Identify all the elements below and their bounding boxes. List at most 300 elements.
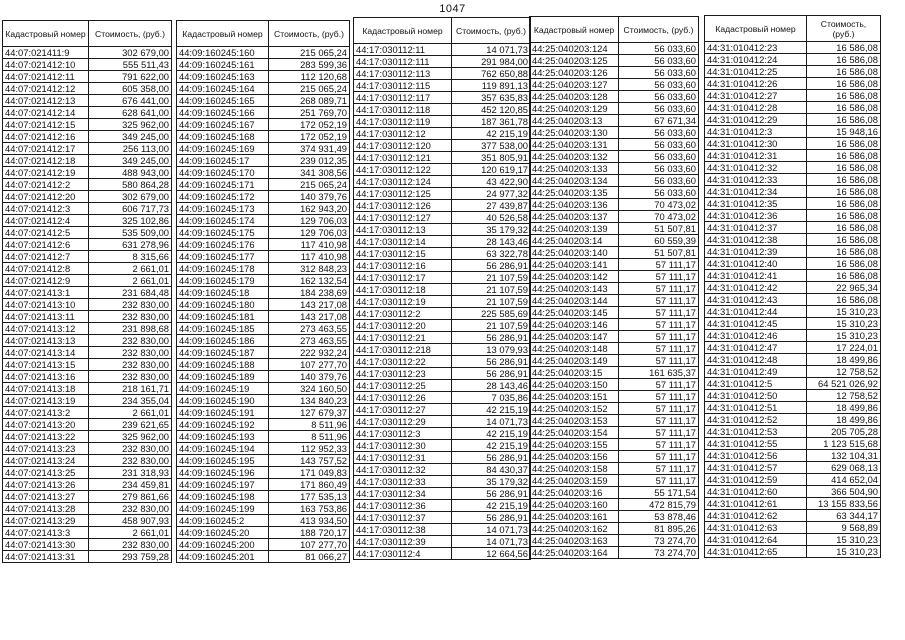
header-cadastral-number: Кадастровый номер <box>705 16 807 42</box>
cadastral-number-cell: 44:25:040203:125 <box>530 55 619 67</box>
cost-cell: 57 111,17 <box>619 475 699 487</box>
header-cost: Стоимость, (руб.) <box>619 17 699 43</box>
cadastral-table-2 <box>176 20 350 563</box>
table-row <box>177 515 350 527</box>
cost-cell: 232 830,00 <box>89 311 172 323</box>
cost-cell: 606 717,73 <box>89 203 172 215</box>
cadastral-number-cell: 44:09:160245:178 <box>177 263 269 275</box>
cadastral-number-cell: 44:17:030112:18 <box>354 284 452 296</box>
cadastral-number-cell: 44:31:010412:64 <box>705 534 807 546</box>
table-row <box>705 198 881 210</box>
cost-cell: 56 033,60 <box>619 139 699 151</box>
cadastral-number-cell: 44:07:021412:9 <box>3 275 89 287</box>
table-row <box>705 78 881 90</box>
cost-cell: 57 111,17 <box>619 307 699 319</box>
cadastral-number-cell: 44:31:010412:48 <box>705 354 807 366</box>
cadastral-number-cell: 44:09:160245:167 <box>177 119 269 131</box>
cost-cell: 239 621,65 <box>89 419 172 431</box>
table-row <box>354 176 531 188</box>
table-row <box>530 283 699 295</box>
cost-cell: 67 671,34 <box>619 115 699 127</box>
cadastral-number-cell: 44:25:040203:129 <box>530 103 619 115</box>
table-row <box>705 126 881 138</box>
cost-cell: 163 753,86 <box>269 503 350 515</box>
cost-cell: 143 757,52 <box>269 455 350 467</box>
table-row <box>3 59 172 71</box>
table-row <box>530 463 699 475</box>
cadastral-number-cell: 44:25:040203:160 <box>530 499 619 511</box>
cost-cell: 42 215,19 <box>452 440 531 452</box>
table-row <box>530 523 699 535</box>
cadastral-number-cell: 44:31:010412:39 <box>705 246 807 258</box>
cadastral-number-cell: 44:09:160245:188 <box>177 359 269 371</box>
table-row <box>177 347 350 359</box>
cost-cell: 16 586,08 <box>807 294 881 306</box>
cadastral-number-cell: 44:09:160245:17 <box>177 155 269 167</box>
cost-cell: 7 035,86 <box>452 392 531 404</box>
table-row <box>705 474 881 486</box>
table-row <box>530 211 699 223</box>
cost-cell: 56 033,60 <box>619 103 699 115</box>
table-row <box>354 464 531 476</box>
table-row <box>3 359 172 371</box>
table-row <box>3 431 172 443</box>
cost-cell: 283 599,36 <box>269 59 350 71</box>
cost-cell: 232 830,00 <box>89 299 172 311</box>
cadastral-number-cell: 44:31:010412:29 <box>705 114 807 126</box>
table-row <box>3 275 172 287</box>
cost-cell: 231 318,93 <box>89 467 172 479</box>
cadastral-number-cell: 44:09:160245:161 <box>177 59 269 71</box>
table-row <box>3 467 172 479</box>
cadastral-number-cell: 44:25:040203:142 <box>530 271 619 283</box>
cost-cell: 117 410,98 <box>269 251 350 263</box>
table-row <box>354 344 531 356</box>
cost-cell: 232 830,00 <box>89 455 172 467</box>
table-row <box>177 107 350 119</box>
cost-cell: 205 705,28 <box>807 426 881 438</box>
cost-cell: 56 286,91 <box>452 260 531 272</box>
cadastral-number-cell: 44:07:021411:9 <box>3 47 89 59</box>
table-row <box>530 163 699 175</box>
cost-cell: 357 635,83 <box>452 92 531 104</box>
table-row <box>530 367 699 379</box>
table-row <box>3 551 172 563</box>
cost-cell: 8 315,66 <box>89 251 172 263</box>
cadastral-number-cell: 44:17:030112:19 <box>354 296 452 308</box>
table-row <box>530 115 699 127</box>
cadastral-number-cell: 44:31:010412:43 <box>705 294 807 306</box>
cadastral-number-cell: 44:25:040203:150 <box>530 379 619 391</box>
cadastral-number-cell: 44:31:010412:42 <box>705 282 807 294</box>
cost-cell: 35 179,32 <box>452 224 531 236</box>
cost-cell: 21 107,59 <box>452 284 531 296</box>
cadastral-number-cell: 44:31:010412:33 <box>705 174 807 186</box>
cadastral-number-cell: 44:09:160245:198 <box>177 491 269 503</box>
table-row <box>3 131 172 143</box>
table-row <box>3 371 172 383</box>
cadastral-number-cell: 44:17:030112:127 <box>354 212 452 224</box>
cost-cell: 51 507,81 <box>619 223 699 235</box>
cadastral-number-cell: 44:25:040203:145 <box>530 307 619 319</box>
table-row <box>705 174 881 186</box>
cadastral-number-cell: 44:17:030112:37 <box>354 512 452 524</box>
cadastral-number-cell: 44:17:030112:124 <box>354 176 452 188</box>
cost-cell: 107 277,70 <box>269 539 350 551</box>
table-row <box>530 127 699 139</box>
cost-cell: 14 071,73 <box>452 524 531 536</box>
cadastral-number-cell: 44:31:010412:31 <box>705 150 807 162</box>
table-row <box>3 407 172 419</box>
cadastral-number-cell: 44:25:040203:124 <box>530 43 619 55</box>
table-row <box>354 284 531 296</box>
table-row <box>177 383 350 395</box>
cost-cell: 60 559,39 <box>619 235 699 247</box>
cadastral-number-cell: 44:17:030112:121 <box>354 152 452 164</box>
cadastral-number-cell: 44:25:040203:162 <box>530 523 619 535</box>
header-cost: Стоимость, (руб.) <box>269 21 350 47</box>
cost-cell: 57 111,17 <box>619 331 699 343</box>
cost-cell: 16 586,08 <box>807 102 881 114</box>
cadastral-number-cell: 44:17:030112:115 <box>354 80 452 92</box>
cost-cell: 55 171,54 <box>619 487 699 499</box>
cadastral-number-cell: 44:17:030112:126 <box>354 200 452 212</box>
cost-cell: 53 878,46 <box>619 511 699 523</box>
cadastral-number-cell: 44:07:021413:19 <box>3 395 89 407</box>
cost-cell: 8 511,96 <box>269 419 350 431</box>
table-row <box>177 527 350 539</box>
cadastral-number-cell: 44:25:040203:13 <box>530 115 619 127</box>
cadastral-number-cell: 44:09:160245:172 <box>177 191 269 203</box>
cadastral-number-cell: 44:17:030112:15 <box>354 248 452 260</box>
table-row <box>3 71 172 83</box>
cadastral-number-cell: 44:31:010412:59 <box>705 474 807 486</box>
table-row <box>530 439 699 451</box>
table-row <box>705 390 881 402</box>
cadastral-number-cell: 44:17:030112:31 <box>354 452 452 464</box>
cadastral-number-cell: 44:09:160245:165 <box>177 95 269 107</box>
cadastral-number-cell: 44:17:030112:20 <box>354 320 452 332</box>
cost-cell: 18 499,86 <box>807 402 881 414</box>
cadastral-number-cell: 44:09:160245:163 <box>177 71 269 83</box>
cost-cell: 112 120,68 <box>269 71 350 83</box>
cadastral-number-cell: 44:07:021413:16 <box>3 371 89 383</box>
cadastral-number-cell: 44:17:030112:113 <box>354 68 452 80</box>
cadastral-number-cell: 44:17:030112:118 <box>354 104 452 116</box>
table-row <box>354 260 531 272</box>
cost-cell: 187 361,78 <box>452 116 531 128</box>
cost-cell: 232 830,00 <box>89 347 172 359</box>
table-row <box>705 510 881 522</box>
cadastral-number-cell: 44:07:021413:29 <box>3 515 89 527</box>
table-row <box>354 332 531 344</box>
cadastral-number-cell: 44:17:030112:17 <box>354 272 452 284</box>
table-row <box>354 272 531 284</box>
cadastral-number-cell: 44:07:021413:22 <box>3 431 89 443</box>
cost-cell: 15 310,23 <box>807 306 881 318</box>
table-row <box>705 234 881 246</box>
cost-cell: 14 071,73 <box>452 416 531 428</box>
cost-cell: 302 679,00 <box>89 191 172 203</box>
table-row <box>705 114 881 126</box>
cadastral-number-cell: 44:07:021413:24 <box>3 455 89 467</box>
cost-cell: 57 111,17 <box>619 379 699 391</box>
table-row <box>530 475 699 487</box>
cadastral-number-cell: 44:07:021412:5 <box>3 227 89 239</box>
cadastral-number-cell: 44:09:160245:191 <box>177 407 269 419</box>
table-row <box>530 235 699 247</box>
cost-cell: 70 473,02 <box>619 199 699 211</box>
cost-cell: 414 652,04 <box>807 474 881 486</box>
table-row <box>705 378 881 390</box>
cadastral-number-cell: 44:25:040203:152 <box>530 403 619 415</box>
table-row <box>354 380 531 392</box>
cost-cell: 2 661,01 <box>89 275 172 287</box>
cost-cell: 325 962,00 <box>89 431 172 443</box>
cost-cell: 16 586,08 <box>807 114 881 126</box>
cost-cell: 12 758,52 <box>807 390 881 402</box>
cost-cell: 17 224,01 <box>807 342 881 354</box>
cost-cell: 279 861,66 <box>89 491 172 503</box>
cadastral-number-cell: 44:09:160245:192 <box>177 419 269 431</box>
cost-cell: 472 815,79 <box>619 499 699 511</box>
table-row <box>177 467 350 479</box>
cadastral-number-cell: 44:31:010412:65 <box>705 546 807 558</box>
cost-cell: 325 102,86 <box>89 215 172 227</box>
cost-cell: 291 984,00 <box>452 56 531 68</box>
cadastral-number-cell: 44:09:160245:190 <box>177 395 269 407</box>
table-row <box>354 488 531 500</box>
table-row <box>177 71 350 83</box>
cost-cell: 56 286,91 <box>452 332 531 344</box>
cost-cell: 81 895,26 <box>619 523 699 535</box>
cadastral-number-cell: 44:09:160245:171 <box>177 179 269 191</box>
cost-cell: 256 113,00 <box>89 143 172 155</box>
table-row <box>177 551 350 563</box>
table-row <box>177 83 350 95</box>
cost-cell: 458 907,93 <box>89 515 172 527</box>
table-row <box>3 323 172 335</box>
cost-cell: 117 410,98 <box>269 239 350 251</box>
cadastral-number-cell: 44:31:010412:62 <box>705 510 807 522</box>
table-row <box>354 212 531 224</box>
cost-cell: 16 586,08 <box>807 162 881 174</box>
cadastral-number-cell: 44:07:021413:26 <box>3 479 89 491</box>
cadastral-number-cell: 44:17:030112:14 <box>354 236 452 248</box>
table-row <box>177 191 350 203</box>
table-header-row <box>3 21 172 47</box>
cadastral-number-cell: 44:25:040203:134 <box>530 175 619 187</box>
cost-cell: 413 934,50 <box>269 515 350 527</box>
cost-cell: 57 111,17 <box>619 295 699 307</box>
cost-cell: 56 286,91 <box>452 452 531 464</box>
table-row <box>530 91 699 103</box>
cost-cell: 140 379,76 <box>269 191 350 203</box>
cadastral-number-cell: 44:25:040203:16 <box>530 487 619 499</box>
table-row <box>177 455 350 467</box>
cost-cell: 15 310,23 <box>807 534 881 546</box>
cost-cell: 56 286,91 <box>452 356 531 368</box>
cost-cell: 374 931,49 <box>269 143 350 155</box>
cost-cell: 42 215,19 <box>452 500 531 512</box>
cadastral-number-cell: 44:17:030112:34 <box>354 488 452 500</box>
cost-cell: 16 586,08 <box>807 222 881 234</box>
cost-cell: 234 459,81 <box>89 479 172 491</box>
cost-cell: 73 274,70 <box>619 547 699 559</box>
table-row <box>705 210 881 222</box>
cadastral-number-cell: 44:09:160245:20 <box>177 527 269 539</box>
table-row <box>177 539 350 551</box>
cadastral-number-cell: 44:09:160245:197 <box>177 479 269 491</box>
cost-cell: 56 033,60 <box>619 55 699 67</box>
table-row <box>177 479 350 491</box>
cost-cell: 21 107,59 <box>452 272 531 284</box>
table-row <box>3 311 172 323</box>
table-row <box>354 200 531 212</box>
table-row <box>177 275 350 287</box>
table-row <box>530 319 699 331</box>
cadastral-number-cell: 44:17:030112:2 <box>354 308 452 320</box>
table-row <box>3 95 172 107</box>
table-row <box>177 287 350 299</box>
header-cost: Стоимость, (руб.) <box>452 18 531 44</box>
table-row <box>705 222 881 234</box>
cadastral-number-cell: 44:07:021412:20 <box>3 191 89 203</box>
table-row <box>3 527 172 539</box>
cost-cell: 28 143,46 <box>452 236 531 248</box>
table-row <box>705 438 881 450</box>
cost-cell: 215 065,24 <box>269 47 350 59</box>
table-row <box>530 343 699 355</box>
table-row <box>3 215 172 227</box>
cost-cell: 16 586,08 <box>807 78 881 90</box>
cadastral-number-cell: 44:07:021413:2 <box>3 407 89 419</box>
cost-cell: 302 679,00 <box>89 47 172 59</box>
table-row <box>3 335 172 347</box>
table-row <box>354 512 531 524</box>
table-row <box>705 450 881 462</box>
cadastral-number-cell: 44:25:040203:127 <box>530 79 619 91</box>
cadastral-number-cell: 44:25:040203:146 <box>530 319 619 331</box>
cost-cell: 12 664,56 <box>452 548 531 560</box>
cost-cell: 232 830,00 <box>89 503 172 515</box>
table-row <box>354 248 531 260</box>
cadastral-number-cell: 44:09:160245:177 <box>177 251 269 263</box>
table-header-row <box>705 16 881 42</box>
cost-cell: 293 759,28 <box>89 551 172 563</box>
cadastral-number-cell: 44:17:030112:122 <box>354 164 452 176</box>
table-row <box>354 368 531 380</box>
cadastral-number-cell: 44:07:021413:25 <box>3 467 89 479</box>
table-row <box>3 515 172 527</box>
cadastral-number-cell: 44:25:040203:131 <box>530 139 619 151</box>
table-row <box>705 498 881 510</box>
cost-cell: 56 286,91 <box>452 368 531 380</box>
cadastral-number-cell: 44:07:021412:16 <box>3 131 89 143</box>
table-row <box>530 79 699 91</box>
cadastral-number-cell: 44:31:010412:46 <box>705 330 807 342</box>
cadastral-number-cell: 44:31:010412:23 <box>705 42 807 54</box>
cadastral-number-cell: 44:17:030112:36 <box>354 500 452 512</box>
table-row <box>3 47 172 59</box>
cost-cell: 42 215,19 <box>452 128 531 140</box>
page-number: 1047 <box>439 3 466 15</box>
table-row <box>3 479 172 491</box>
cost-cell: 676 441,00 <box>89 95 172 107</box>
cost-cell: 84 430,37 <box>452 464 531 476</box>
cost-cell: 56 033,60 <box>619 127 699 139</box>
cadastral-number-cell: 44:09:160245:179 <box>177 275 269 287</box>
table-row <box>705 270 881 282</box>
cadastral-number-cell: 44:31:010412:36 <box>705 210 807 222</box>
table-row <box>3 83 172 95</box>
table-row <box>705 282 881 294</box>
table-row <box>354 140 531 152</box>
table-header-row <box>354 18 531 44</box>
cost-cell: 162 132,54 <box>269 275 350 287</box>
table-row <box>530 331 699 343</box>
cost-cell: 28 143,46 <box>452 380 531 392</box>
table-row <box>354 536 531 548</box>
cadastral-number-cell: 44:25:040203:158 <box>530 463 619 475</box>
table-row <box>177 155 350 167</box>
cadastral-number-cell: 44:09:160245:181 <box>177 311 269 323</box>
cost-cell: 63 322,78 <box>452 248 531 260</box>
table-row <box>705 486 881 498</box>
cost-cell: 129 706,03 <box>269 215 350 227</box>
table-row <box>177 491 350 503</box>
cadastral-number-cell: 44:07:021413:11 <box>3 311 89 323</box>
cadastral-number-cell: 44:17:030112:39 <box>354 536 452 548</box>
table-row <box>354 416 531 428</box>
table-row <box>705 342 881 354</box>
cadastral-number-cell: 44:25:040203:149 <box>530 355 619 367</box>
table-row <box>177 95 350 107</box>
cadastral-number-cell: 44:07:021412:3 <box>3 203 89 215</box>
table-row <box>354 476 531 488</box>
cadastral-number-cell: 44:31:010412:34 <box>705 186 807 198</box>
table-row <box>354 68 531 80</box>
table-header-row <box>530 17 699 43</box>
cadastral-number-cell: 44:31:010412:44 <box>705 306 807 318</box>
cadastral-number-cell: 44:07:021413:10 <box>3 299 89 311</box>
cadastral-number-cell: 44:09:160245:18 <box>177 287 269 299</box>
cost-cell: 349 245,00 <box>89 155 172 167</box>
table-row <box>354 296 531 308</box>
table-row <box>705 66 881 78</box>
cadastral-number-cell: 44:31:010412:30 <box>705 138 807 150</box>
cost-cell: 64 521 026,92 <box>807 378 881 390</box>
table-row <box>177 167 350 179</box>
table-row <box>530 259 699 271</box>
cadastral-number-cell: 44:09:160245:170 <box>177 167 269 179</box>
table-row <box>705 102 881 114</box>
cost-cell: 56 033,60 <box>619 187 699 199</box>
cadastral-number-cell: 44:09:160245:175 <box>177 227 269 239</box>
cost-cell: 119 891,13 <box>452 80 531 92</box>
cost-cell: 140 379,76 <box>269 371 350 383</box>
cost-cell: 366 504,90 <box>807 486 881 498</box>
table-row <box>177 371 350 383</box>
cadastral-number-cell: 44:09:160245:176 <box>177 239 269 251</box>
table-row <box>530 43 699 55</box>
table-row <box>354 188 531 200</box>
table-row <box>705 186 881 198</box>
table-row <box>3 203 172 215</box>
cadastral-number-cell: 44:25:040203:154 <box>530 427 619 439</box>
table-row <box>354 404 531 416</box>
cadastral-number-cell: 44:09:160245:168 <box>177 131 269 143</box>
